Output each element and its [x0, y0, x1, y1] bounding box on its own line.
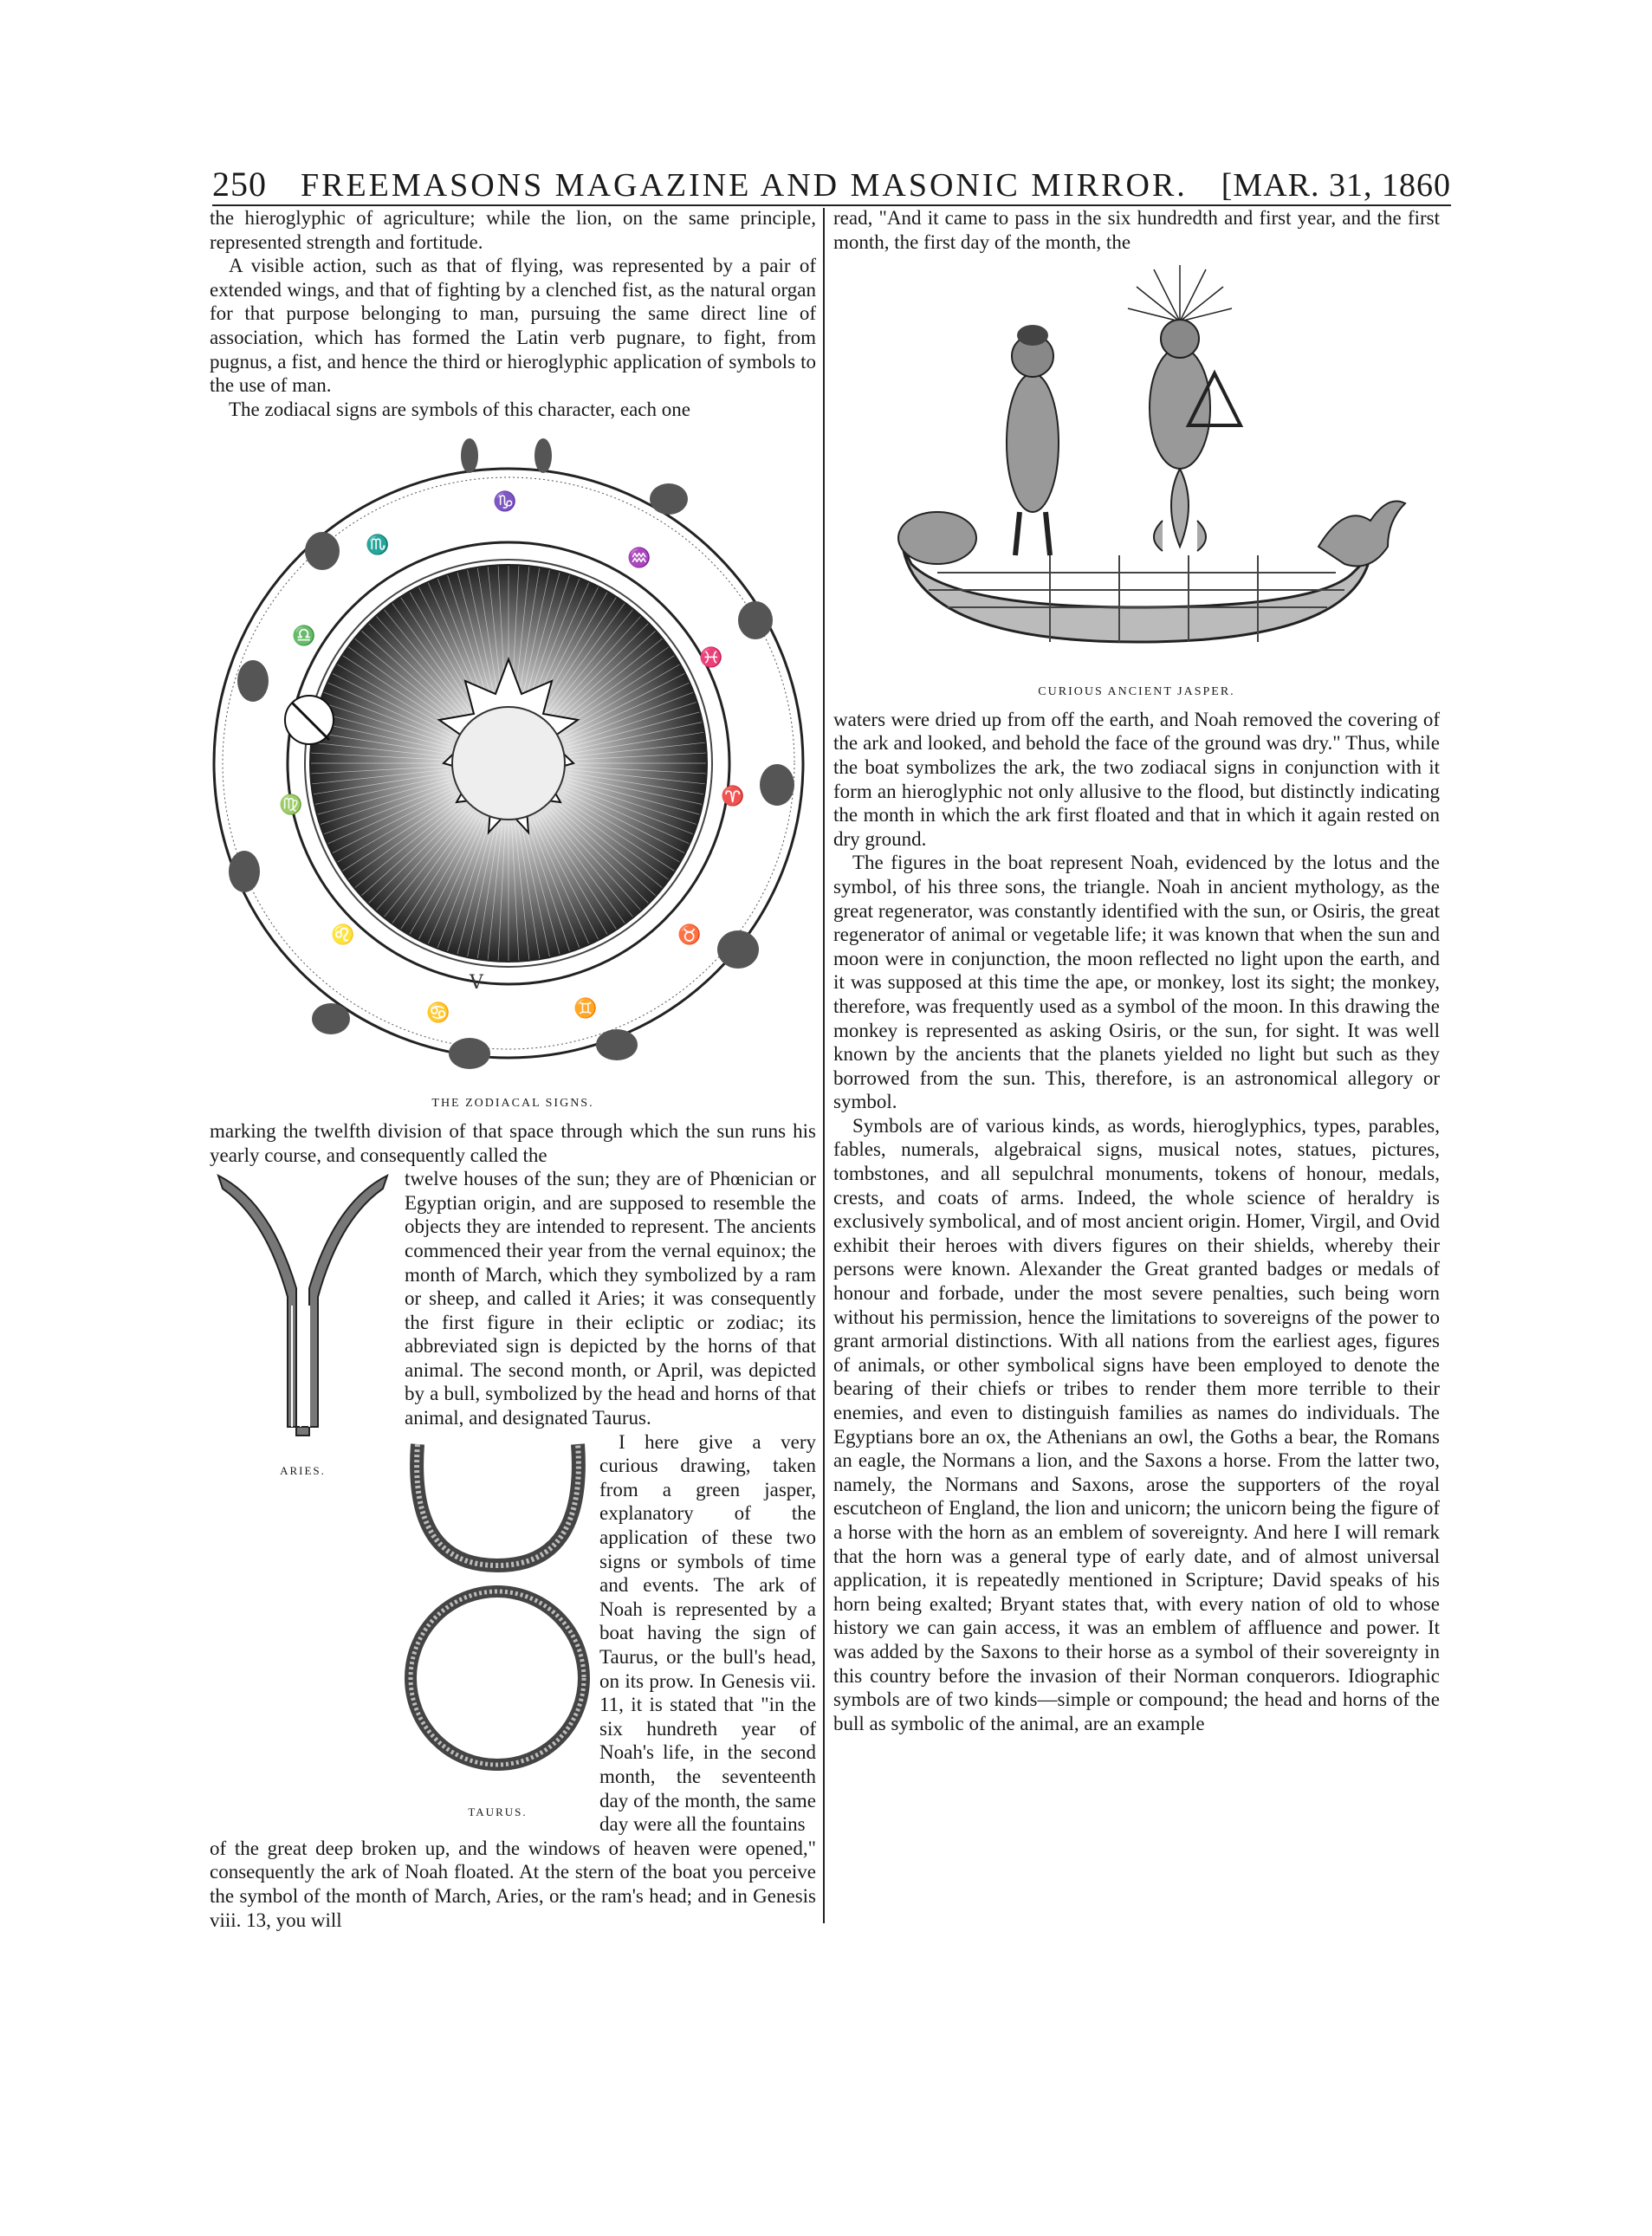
svg-text:♉: ♉: [677, 924, 702, 947]
column-divider: [823, 208, 825, 1923]
zodiac-caption: THE ZODIACAL SIGNS.: [431, 1097, 594, 1111]
svg-text:♍: ♍: [279, 794, 303, 817]
svg-text:♋: ♋: [426, 1002, 450, 1025]
svg-text:♓: ♓: [699, 647, 723, 670]
jasper-caption: CURIOUS ANCIENT JASPER.: [1038, 685, 1235, 699]
paragraph: I here give a very curious drawing, taken from a green jasper, explanatory of the application of these two signs or symbols of time and events. The ark of Noah is represented by a boat having the sign of Taurus, or the bull's head, on its prow. In Genesis vii. 11, it is stated that "in the six hundreth year of Noah's life, in the second month, the seventeenth day of the month, the same day were all the fountains: [599, 1430, 816, 1836]
paragraph: of the great deep broken up, and the windows of heaven were opened," consequently the ark of Noah floated. At the stern of the boat you perceive the symbol of the month of March, Aries, or the ram's head; and in Genesis viii. 13, you will: [210, 1837, 816, 1931]
osiris-figure: [1150, 347, 1210, 469]
lotus-icon: [1154, 469, 1206, 551]
svg-text:♒: ♒: [627, 548, 651, 570]
monkey-figure: [1007, 373, 1059, 512]
taurus-figure: [405, 1436, 591, 1824]
svg-text:♈: ♈: [721, 786, 745, 808]
taurus-icon: [405, 1436, 591, 1795]
ram-head-icon: [898, 512, 976, 564]
paragraph: the hieroglyphic of agriculture; while the lion, on the same principle, represented strength and fortitude.: [210, 207, 816, 253]
paragraph: waters were dried up from off the earth, and Noah removed the covering of the ark and looked, and behold the face of the ground was dry." Thus, while the boat symbolizes the ark, the two zodiacal signs in conjunction with it form an hieroglyphic not only allusive to the flood, but distinctly indicating the month in which the ark first floated and that in which it again rested on dry ground.: [833, 708, 1440, 850]
svg-text:V: V: [470, 972, 483, 995]
aries-icon: [210, 1167, 396, 1453]
page-header: [212, 156, 1451, 206]
left-column: [210, 206, 816, 1932]
svg-text:♑: ♑: [493, 491, 517, 514]
taurus-caption: TAURUS.: [468, 1805, 528, 1819]
paragraph: The figures in the boat represent Noah, evidenced by the lotus and the symbol, of his three sons, the triangle. Noah in ancient mythology, as the great regenerator, was constantly identified with the sun, or Osiris, the great regenerator of animal or vegetable life; it was known that when the sun and moon were in conjunction, the moon reflected no light upon the earth, and it was supposed at this time the ape, or monkey, lost its sight; the monkey, therefore, was frequently used as a symbol of the moon. In this drawing the monkey is represented as asking Osiris, or the sun, for sight. It was well known by the ancients that the planets yielded no light but such as they borrowed from the sun. This, therefore, is an astronomical allegory or symbol.: [833, 852, 1440, 1113]
paragraph: The zodiacal signs are symbols of this character, each one: [229, 398, 690, 420]
svg-text:♌: ♌: [331, 924, 355, 947]
paragraph: A visible action, such as that of flying, was represented by a pair of extended wings, and that of fighting by a clenched fist, as the natural organ for that purpose belonging to man, pursuing the same direct line of association, which has formed the Latin verb pugnare, to fight, from pugnus, a fist, and hence the third or hieroglyphic application of symbols to the use of man.: [210, 255, 816, 397]
page-number: 250: [212, 165, 267, 204]
paragraph: twelve houses of the sun; they are of Phœnician or Egyptian origin, and are supposed to resemble the objects they are intended to represent. The ancients commenced their year from the vernal equinox; the month of March, which they symbolized by a ram or sheep, and called it Aries; it was consequently the first figure in their ecliptic or zodiac; its abbreviated sign is depicted by the horns of that animal. The second month, or April, was depicted by a bull, symbolized by the head and horns of that animal, and designated Taurus.: [405, 1168, 816, 1429]
zodiac-wheel-illustration: [210, 421, 816, 1088]
ancient-jasper-illustration: [833, 261, 1440, 677]
paragraph: marking the twelfth division of that space through which the sun runs his yearly course, and consequently called the: [210, 1119, 816, 1166]
bull-head-icon: [1318, 502, 1405, 567]
paragraph: read, "And it came to pass in the six hundredth and first year, and the first month, the first day of the month, the: [833, 207, 1440, 253]
svg-text:♏: ♏: [366, 535, 390, 557]
right-column: [833, 206, 1440, 1735]
aries-figure: [210, 1167, 396, 1482]
issue-date: [MAR. 31, 1860: [1221, 167, 1451, 204]
sun-rays-icon: [1128, 265, 1232, 321]
paragraph: Symbols are of various kinds, as words, hieroglyphics, types, parables, fables, numerals, algebraical signs, musical notes, statues, pictures, tombstones, and all sepulchral monuments, tokens of honour, medals, crests, and coats of arms. Indeed, the whole science of heraldry is exclusively symbolical, and of most ancient origin. Homer, Virgil, and Ovid exhibit their heroes with divers figures on their shields, whereby their persons were known. Alexander the Great granted badges or medals of honour and forbade, under the most severe penalties, such being worn without his permission, hence the limitations to sovereigns of the power to grant armorial distinctions. With all nations from the earliest ages, figures of animals, or other symbolical signs have been employed to denote the bearing of their chiefs or tribes to render them more terrible to their enemies, and even to distinguish families as names do individuals. The Egyptians bore an ox, the Athenians an owl, the Goths a bear, the Romans an eagle, the Normans a lion, and the Saxons a horse. From the latter two, namely, the Normans and Saxons, arose the supporters of the royal escutcheon of England, the lion and unicorn; the unicorn being the figure of a horse with the horn as an emblem of sovereignty. And here I will remark that the horn was a general type of early date, and of almost universal application, it is repeatedly mentioned in Scripture; David speaks of his horn being exalted; Bryant states that, with every nation of old to whose history we can gain access, it was an emblem of affluence and power. It was added by the Saxons to their horse as a symbol of their sovereignty in this country before the invasion of their Norman conquerors. Idiographic symbols are of two kinds—simple or compound; the head and horns of the bull as symbolic of the animal, are an example: [833, 1114, 1440, 1734]
svg-text:♎: ♎: [292, 625, 316, 648]
magazine-title: FREEMASONS MAGAZINE AND MASONIC MIRROR.: [300, 167, 1188, 204]
aries-caption: ARIES.: [280, 1463, 326, 1477]
svg-text:♊: ♊: [573, 998, 598, 1021]
